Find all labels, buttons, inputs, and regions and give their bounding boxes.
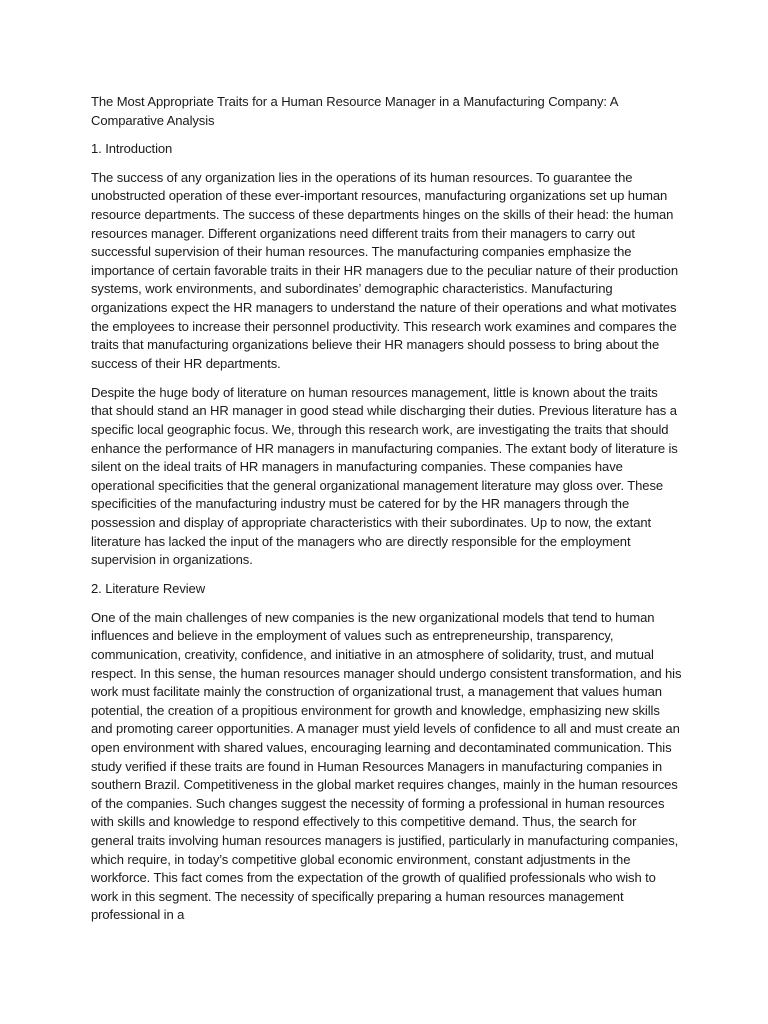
- section-heading-literature-review: 2. Literature Review: [91, 581, 206, 597]
- paragraph-introduction-1: The success of any organization lies in the operations of its human resources. To guarantee the unobstructed operation of these ever-important resources, manufacturing organizations set up human resource departments. The success of these departments hinges on the skills of their head: the human resources manager. Different organizations need different traits from their managers to carry out successful supervision of their human resources. The manufacturing companies emphasize the importance of certain favorable traits in their HR managers due to the peculiar nature of their production systems, work environments, and subordinates’ demographic characteristics. Manufacturing organizations expect the HR managers to understand the nature of their operations and what motivates the employees to increase their personnel productivity. This research work examines and compares the traits that manufacturing organizations believe their HR managers should possess to bring about the success of their HR departments.: [91, 169, 678, 371]
- section-heading-introduction: 1. Introduction: [91, 141, 173, 157]
- paragraph-introduction-2: Despite the huge body of literature on human resources management, little is known about the traits that should stand an HR manager in good stead while discharging their duties. Previous literature has a specific local geographic focus. We, through this research work, are investigating the traits that should enhance the performance of HR managers in manufacturing companies. The extant body of literature is silent on the ideal traits of HR managers in manufacturing companies. These companies have operational specificities that the general organizational management literature may gloss over. These specificities of the manufacturing industry must be catered for by the HR managers through the possession and display of appropriate characteristics with their subordinates. Up to now, the extant literature has lacked the input of the managers who are directly responsible for the employment supervision in organizations.: [91, 384, 678, 568]
- document-title: The Most Appropriate Traits for a Human Resource Manager in a Manufacturing Company: A Comparative Analysis: [91, 94, 618, 128]
- paragraph-literature-review-1: One of the main challenges of new companies is the new organizational models that tend to human influences and believe in the employment of values such as entrepreneurship, transparency, communication, creativity, confidence, and initiative in an atmosphere of solidarity, trust, and mutual respect. In this sense, the human resources manager should undergo consistent transformation, and his work must facilitate mainly the construction of organizational trust, a management that values human potential, the creation of a propitious environment for growth and knowledge, emphasizing new skills and promoting career opportunities. A manager must yield levels of confidence to all and must create an open environment with shared values, encouraging learning and decontaminated communication. This study verified if these traits are found in Human Resources Managers in manufacturing companies in southern Brazil. Competitiveness in the global market requires changes, mainly in the human resources of the companies. Such changes suggest the necessity of forming a professional in human resources with skills and knowledge to respond effectively to this competitive demand. Thus, the search for general traits involving human resources managers is justified, particularly in manufacturing companies, which require, in today’s competitive global economic environment, constant adjustments in the workforce. This fact comes from the expectation of the growth of qualified professionals who wish to work in this segment. The necessity of specifically preparing a human resources management professional in a: [91, 609, 682, 923]
